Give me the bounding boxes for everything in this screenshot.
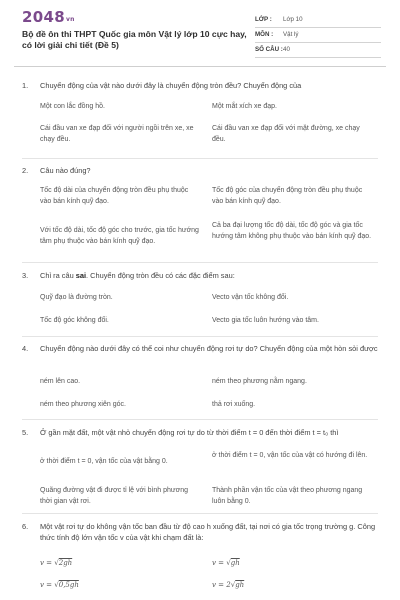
answer-option-a[interactable]: v = √2gh <box>40 559 73 567</box>
question-divider <box>22 158 378 159</box>
answer-option-a[interactable]: Tốc độ dài của chuyển động tròn đều phụ thuộc vào bán kính quỹ đạo. <box>40 187 189 205</box>
page-title: Bộ đề ôn thi THPT Quốc gia môn Vật lý lớp 10 cực hay, có lời giải chi tiết (Đề 5) <box>22 29 247 50</box>
info-row-class <box>255 14 381 28</box>
answer-option-c[interactable]: Với tốc độ dài, tốc độ góc cho trước, gia tốc hướng tâm phụ thuộc vào bán kính quỹ đạo. <box>40 227 199 245</box>
answer-option-b[interactable]: Một mắt xích xe đạp. <box>212 103 277 110</box>
question-stem: Chỉ ra câu sai. Chuyển động tròn đều có các đặc điểm sau: <box>40 271 235 280</box>
answer-option-c[interactable]: Tốc độ góc không đổi. <box>40 317 109 324</box>
answer-option-a[interactable]: ở thời điểm t = 0, vận tốc của vật bằng 0. <box>40 458 168 465</box>
header-divider <box>14 66 386 67</box>
info-key: MÔN : <box>255 31 274 38</box>
question-stem: Câu nào đúng? <box>40 166 91 175</box>
question-stem: Ở gần mặt đất, một vật nhỏ chuyển động rơi tự do từ thời điểm t = 0 đến thời điểm t = t₀ thì <box>40 428 339 437</box>
answer-option-d[interactable]: thả rơi xuống. <box>212 401 256 408</box>
question-number: 6. <box>22 522 29 531</box>
question-stem: Một vật rơi tự do không vận tốc ban đầu từ độ cao h xuống đất, tại nơi có gia tốc trọng trường g. Công thức tính độ lớn vận tốc v của vật khi chạm đất là: <box>40 522 376 542</box>
info-value: Vật lý <box>283 31 299 38</box>
answer-option-c[interactable]: v = √0,5gh <box>40 581 79 589</box>
question-number: 2. <box>22 166 29 175</box>
answer-option-a[interactable]: Một con lắc đồng hồ. <box>40 103 105 110</box>
question-number: 4. <box>22 344 29 353</box>
info-value: Lớp 10 <box>283 16 303 23</box>
answer-option-d[interactable]: Vecto gia tốc luôn hướng vào tâm. <box>212 317 319 324</box>
answer-option-a[interactable]: ném lên cao. <box>40 378 81 385</box>
answer-option-b[interactable]: v = √gh <box>212 559 240 567</box>
info-row-count <box>255 44 381 58</box>
answer-option-c[interactable]: ném theo phương xiên góc. <box>40 401 126 408</box>
question-number: 5. <box>22 428 29 437</box>
question-stem: Chuyển động của vật nào dưới đây là chuyển động tròn đều? Chuyển động của <box>40 81 302 90</box>
question-number: 1. <box>22 81 29 90</box>
answer-option-d[interactable]: Thành phần vận tốc của vật theo phương ngang luôn bằng 0. <box>212 487 363 505</box>
answer-option-b[interactable]: Tốc độ góc của chuyển động tròn đều phụ thuộc vào bán kính quỹ đạo. <box>212 187 363 205</box>
answer-option-b[interactable]: ném theo phương nằm ngang. <box>212 378 307 385</box>
answer-option-a[interactable]: Quỹ đạo là đường tròn. <box>40 294 113 301</box>
answer-option-b[interactable]: ở thời điểm t = 0, vận tốc của vật có hướng đi lên. <box>212 452 368 459</box>
info-panel <box>255 14 381 59</box>
info-value: 40 <box>283 46 290 53</box>
answer-option-d[interactable]: Cái đầu van xe đạp đối với mặt đường, xe chạy đều. <box>212 125 360 143</box>
info-key: SỐ CÂU : <box>255 46 283 53</box>
question-divider <box>22 336 378 337</box>
question-divider <box>22 419 378 420</box>
question-number: 3. <box>22 271 29 280</box>
question-divider <box>22 513 378 514</box>
answer-option-b[interactable]: Vecto vận tốc không đổi. <box>212 294 289 301</box>
info-row-subject <box>255 29 381 43</box>
site-logo[interactable]: $2048_{vn}$ <box>22 8 75 26</box>
document-header <box>0 0 400 62</box>
question-stem: Chuyển động nào dưới đây có thể coi như chuyển động rơi tự do? Chuyển động của một hòn sỏi được <box>40 344 378 353</box>
question-divider <box>22 262 378 263</box>
answer-option-d[interactable]: Cả ba đại lượng tốc độ dài, tốc độ góc và gia tốc hướng tâm không phụ thuộc vào bán kính quỹ đạo. <box>212 222 372 240</box>
answer-option-d[interactable]: v = 2√gh <box>212 581 245 589</box>
answer-option-c[interactable]: Quãng đường vật đi được tỉ lệ với bình phương thời gian vật rơi. <box>40 487 188 505</box>
answer-option-c[interactable]: Cái đầu van xe đạp đối với người ngồi trên xe, xe chạy đều. <box>40 125 194 143</box>
info-key: LỚP : <box>255 16 272 23</box>
